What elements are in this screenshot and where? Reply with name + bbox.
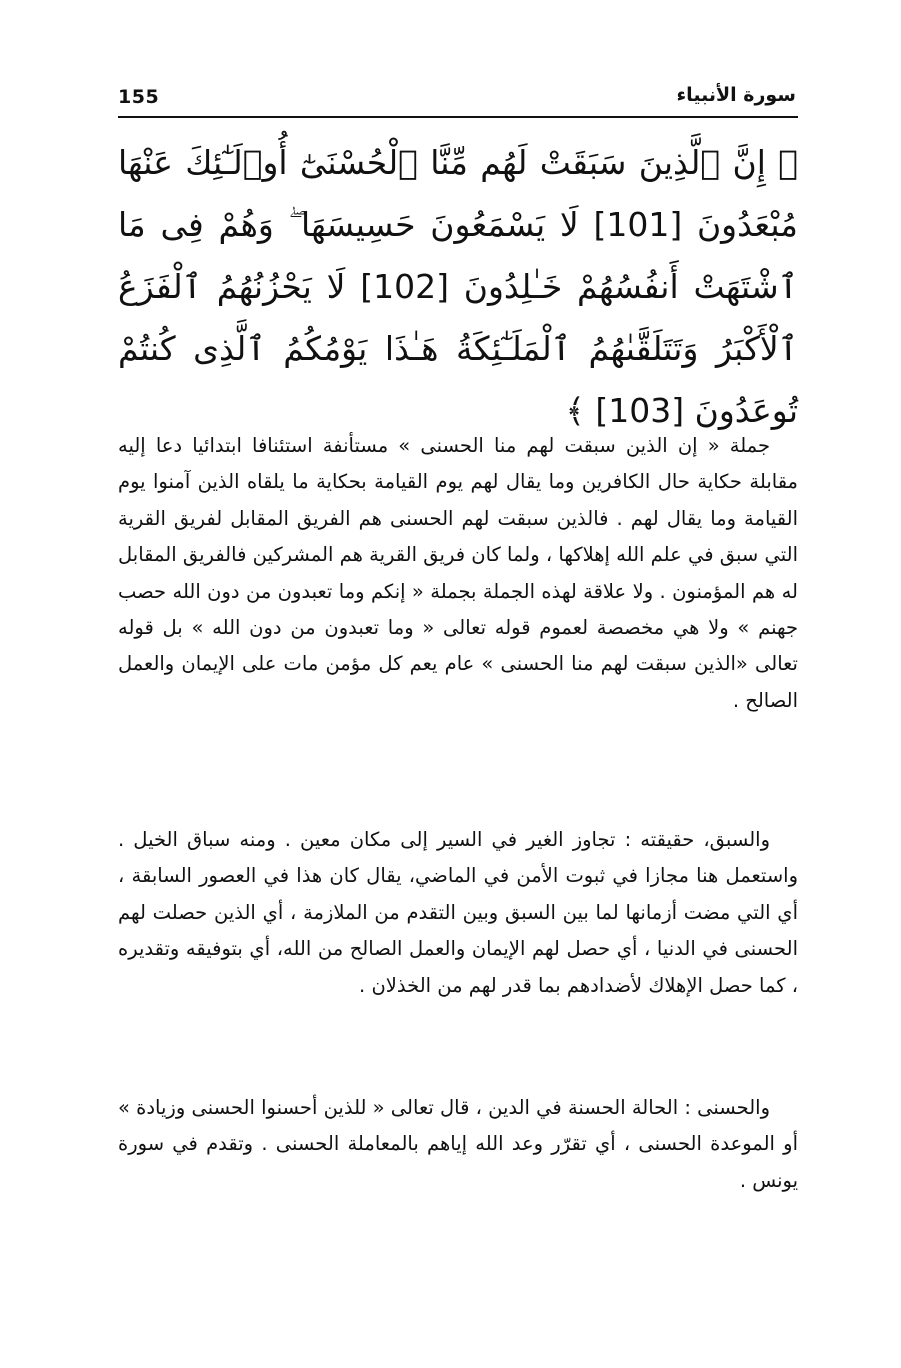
commentary-paragraph-2: والسبق، حقيقته : تجاوز الغير في السير إلى مكان معين . ومنه سباق الخيل . واستعمل هنا مجازا في ثبوت الأمن في الماضي، يقال كان هذا في العصور السابقة ، أي التي مضت أزمانها لما بين السبق وبين التقدم من الملازمة ، أي الذين حصلت لهم الحسنى في الدنيا ، أي حصل لهم الإيمان والعمل الصالح من الله، أي بتوفيقه وتقديره ، كما حصل الإهلاك لأضدادهم بما قدر لهم من الخذلان . — [118, 828, 798, 997]
quran-verse-block: ﴿ إِنَّ ٱلَّذِينَ سَبَقَتْ لَهُم مِّنَّا ٱلْحُسْنَىٰٓ أُو۟لَـٰٓئِكَ عَنْهَا مُبْعَدُونَ [101] لَا يَسْمَعُونَ حَسِيسَهَا ۖ وَهُمْ فِى مَا ٱشْتَهَتْ أَنفُسُهُمْ خَـٰلِدُونَ [102] لَا يَحْزُنُهُمُ ٱلْفَزَعُ ٱلْأَكْبَرُ وَتَتَلَقَّىٰهُمُ ٱلْمَلَـٰٓئِكَةُ هَـٰذَا يَوْمُكُمُ ٱلَّذِى كُنتُمْ تُوعَدُونَ [103] ﴾ — [118, 143, 798, 430]
page-number: 155 — [118, 86, 160, 108]
commentary-paragraph-3: والحسنى : الحالة الحسنة في الدين ، قال تعالى « للذين أحسنوا الحسنى وزيادة » أو الموعدة الحسنى ، أي تقرّر وعد الله إياهم بالمعاملة الحسنى . وتقدم في سورة يونس . — [118, 1096, 798, 1192]
running-title: سورة الأنبياء — [676, 84, 796, 106]
header-divider — [118, 116, 798, 118]
page-header — [118, 84, 796, 114]
commentary-paragraph-1: جملة « إن الذين سبقت لهم منا الحسنى » مستأنفة استئنافا ابتدائيا دعا إليه مقابلة حكاية حال الكافرين وما يقال لهم يوم القيامة بحكاية ما يلقاه الذين آمنوا يوم القيامة وما يقال لهم . فالذين سبقت لهم الحسنى هم الفريق المقابل لفريق القرية التي سبق في علم الله إهلاكها ، ولما كان فريق القرية هم المشركين فالفريق المقابل له هم المؤمنون . ولا علاقة لهذه الجملة بجملة « إنكم وما تعبدون من دون الله حصب جهنم » ولا هي مخصصة لعموم قوله تعالى « وما تعبدون من دون الله » بل قوله تعالى «الذين سبقت لهم منا الحسنى » عام يعم كل مؤمن مات على الإيمان والعمل الصالح . — [118, 434, 798, 712]
